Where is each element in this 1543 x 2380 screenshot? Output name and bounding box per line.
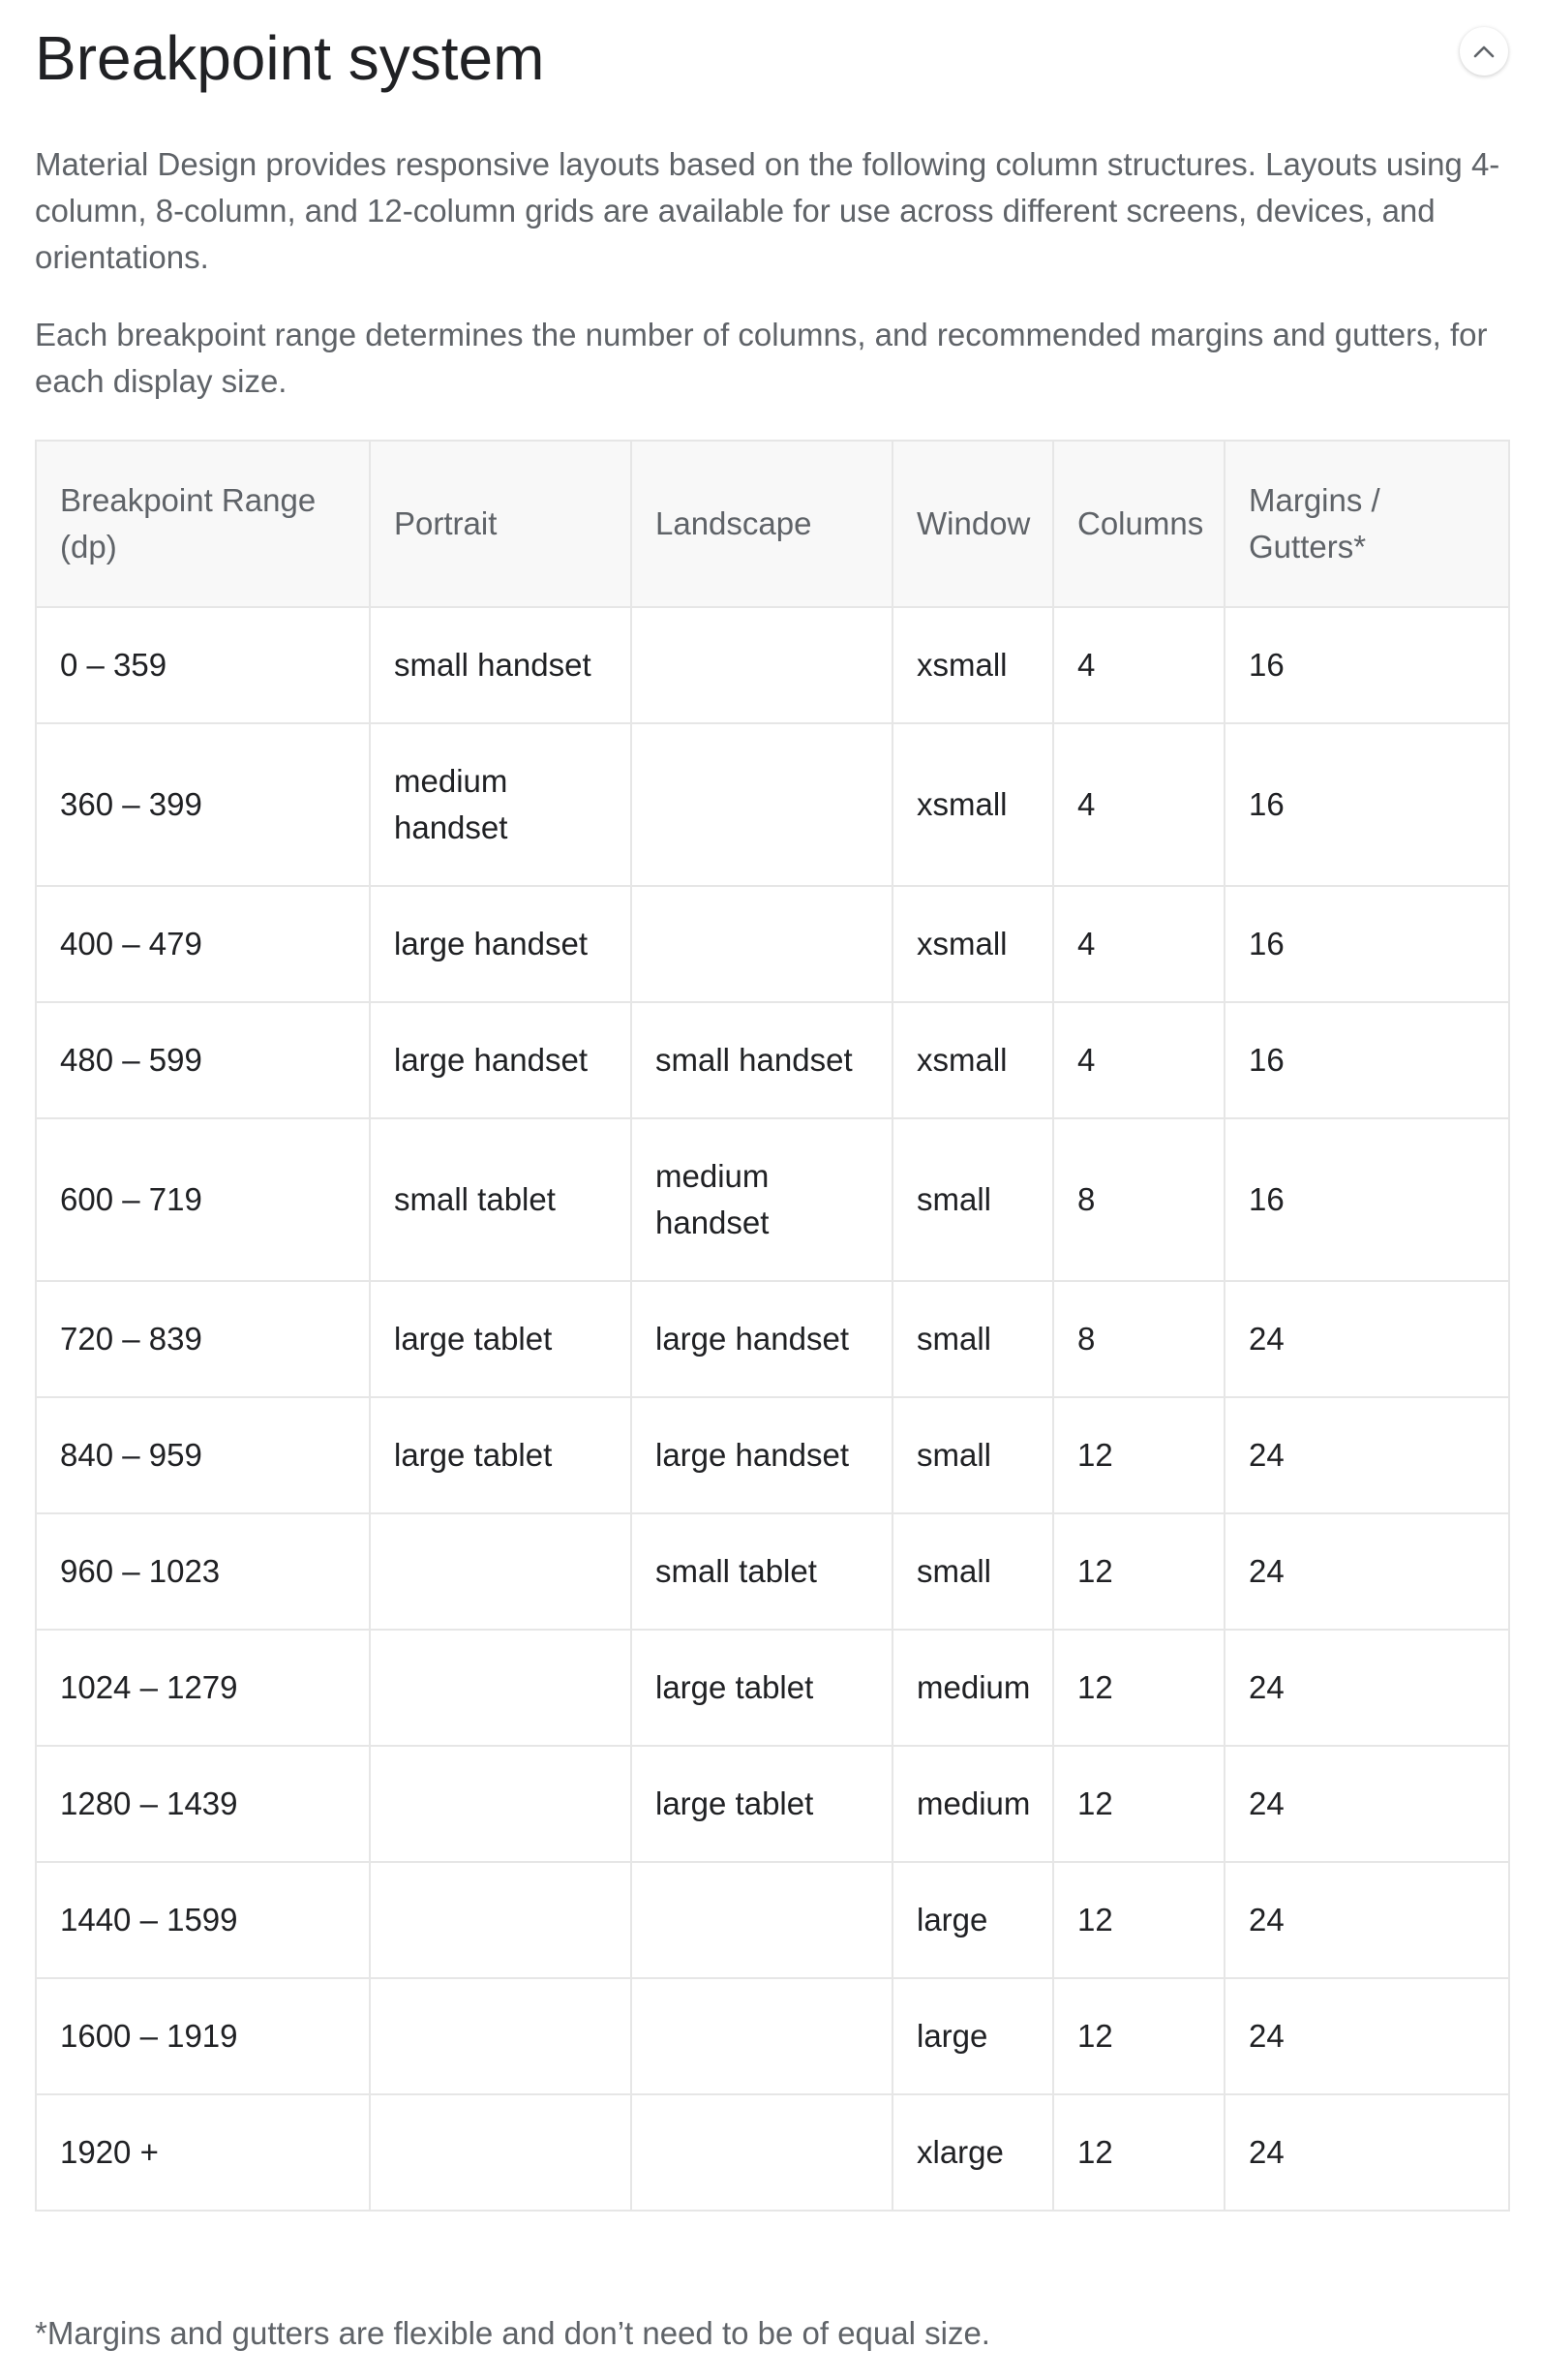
cell-window: medium xyxy=(893,1746,1053,1862)
cell-window: xsmall xyxy=(893,607,1053,723)
cell-window: xsmall xyxy=(893,1002,1053,1118)
table-row xyxy=(36,1397,1509,1513)
table-row xyxy=(36,1513,1509,1630)
cell-range: 600 – 719 xyxy=(36,1118,370,1281)
cell-margins: 16 xyxy=(1225,886,1509,1002)
cell-margins: 24 xyxy=(1225,1281,1509,1397)
cell-columns: 12 xyxy=(1053,1978,1225,2094)
cell-columns: 12 xyxy=(1053,2094,1225,2211)
cell-margins: 16 xyxy=(1225,1002,1509,1118)
cell-window: xlarge xyxy=(893,2094,1053,2211)
cell-columns: 12 xyxy=(1053,1630,1225,1746)
cell-range: 840 – 959 xyxy=(36,1397,370,1513)
cell-landscape: large tablet xyxy=(631,1746,893,1862)
cell-range: 1920 + xyxy=(36,2094,370,2211)
table-row xyxy=(36,2094,1509,2211)
cell-margins: 24 xyxy=(1225,1630,1509,1746)
cell-window: small xyxy=(893,1513,1053,1630)
cell-margins: 16 xyxy=(1225,607,1509,723)
collapse-button[interactable] xyxy=(1460,27,1508,76)
table-row xyxy=(36,886,1509,1002)
cell-portrait: large handset xyxy=(370,1002,631,1118)
cell-margins: 24 xyxy=(1225,1862,1509,1978)
header-window: Window xyxy=(893,441,1053,607)
table-header xyxy=(36,441,1509,607)
cell-portrait: small handset xyxy=(370,607,631,723)
cell-margins: 24 xyxy=(1225,2094,1509,2211)
cell-portrait xyxy=(370,2094,631,2211)
cell-landscape xyxy=(631,1862,893,1978)
cell-portrait xyxy=(370,1630,631,1746)
table-row xyxy=(36,1862,1509,1978)
cell-window: small xyxy=(893,1118,1053,1281)
cell-portrait: large tablet xyxy=(370,1281,631,1397)
table-row xyxy=(36,1746,1509,1862)
cell-columns: 8 xyxy=(1053,1118,1225,1281)
chevron-up-icon xyxy=(1473,45,1495,58)
cell-columns: 12 xyxy=(1053,1397,1225,1513)
cell-columns: 12 xyxy=(1053,1746,1225,1862)
cell-portrait xyxy=(370,1746,631,1862)
header-margins-gutters: Margins / Gutters* xyxy=(1225,441,1509,607)
cell-margins: 16 xyxy=(1225,723,1509,886)
breakpoint-table xyxy=(35,440,1510,2212)
table-header-row xyxy=(36,441,1509,607)
cell-columns: 12 xyxy=(1053,1513,1225,1630)
cell-range: 960 – 1023 xyxy=(36,1513,370,1630)
cell-landscape xyxy=(631,723,893,886)
cell-landscape xyxy=(631,2094,893,2211)
cell-portrait xyxy=(370,1978,631,2094)
header-landscape: Landscape xyxy=(631,441,893,607)
cell-landscape xyxy=(631,886,893,1002)
cell-window: xsmall xyxy=(893,723,1053,886)
cell-landscape: small tablet xyxy=(631,1513,893,1630)
cell-margins: 24 xyxy=(1225,1513,1509,1630)
cell-columns: 4 xyxy=(1053,1002,1225,1118)
cell-margins: 24 xyxy=(1225,1978,1509,2094)
table-row xyxy=(36,723,1509,886)
cell-landscape xyxy=(631,1978,893,2094)
cell-landscape: large handset xyxy=(631,1397,893,1513)
cell-window: small xyxy=(893,1397,1053,1513)
cell-range: 480 – 599 xyxy=(36,1002,370,1118)
table-row xyxy=(36,607,1509,723)
cell-range: 720 – 839 xyxy=(36,1281,370,1397)
footnote: *Margins and gutters are flexible and don’t need to be of equal size. xyxy=(35,2315,990,2351)
cell-margins: 24 xyxy=(1225,1746,1509,1862)
cell-window: xsmall xyxy=(893,886,1053,1002)
cell-landscape: medium handset xyxy=(631,1118,893,1281)
table-row xyxy=(36,1002,1509,1118)
cell-portrait xyxy=(370,1862,631,1978)
cell-landscape xyxy=(631,607,893,723)
cell-window: medium xyxy=(893,1630,1053,1746)
cell-columns: 4 xyxy=(1053,723,1225,886)
table-row xyxy=(36,1281,1509,1397)
intro-paragraph-1: Material Design provides responsive layouts based on the following column structures. Layouts using 4-column, 8-column, and 12-column grids are available for use across different screens, devices, and orientations. xyxy=(35,146,1500,275)
cell-margins: 24 xyxy=(1225,1397,1509,1513)
cell-portrait xyxy=(370,1513,631,1630)
section-header xyxy=(35,0,1508,122)
cell-window: large xyxy=(893,1978,1053,2094)
cell-window: small xyxy=(893,1281,1053,1397)
breakpoint-section xyxy=(35,0,1508,2212)
cell-portrait: large tablet xyxy=(370,1397,631,1513)
cell-columns: 8 xyxy=(1053,1281,1225,1397)
cell-range: 1440 – 1599 xyxy=(36,1862,370,1978)
section-title: Breakpoint system xyxy=(35,23,545,93)
table-body xyxy=(36,607,1509,2211)
intro-paragraph-2: Each breakpoint range determines the number of columns, and recommended margins and gutters, for each display size. xyxy=(35,317,1488,399)
table-row xyxy=(36,1978,1509,2094)
cell-landscape: large tablet xyxy=(631,1630,893,1746)
cell-portrait: small tablet xyxy=(370,1118,631,1281)
cell-portrait: medium handset xyxy=(370,723,631,886)
table-row xyxy=(36,1630,1509,1746)
cell-range: 1024 – 1279 xyxy=(36,1630,370,1746)
cell-range: 0 – 359 xyxy=(36,607,370,723)
cell-columns: 4 xyxy=(1053,607,1225,723)
cell-landscape: large handset xyxy=(631,1281,893,1397)
header-columns: Columns xyxy=(1053,441,1225,607)
cell-columns: 4 xyxy=(1053,886,1225,1002)
cell-window: large xyxy=(893,1862,1053,1978)
cell-range: 1280 – 1439 xyxy=(36,1746,370,1862)
cell-range: 360 – 399 xyxy=(36,723,370,886)
table-row xyxy=(36,1118,1509,1281)
cell-columns: 12 xyxy=(1053,1862,1225,1978)
header-portrait: Portrait xyxy=(370,441,631,607)
cell-range: 1600 – 1919 xyxy=(36,1978,370,2094)
cell-portrait: large handset xyxy=(370,886,631,1002)
cell-range: 400 – 479 xyxy=(36,886,370,1002)
header-breakpoint-range: Breakpoint Range (dp) xyxy=(36,441,370,607)
cell-landscape: small handset xyxy=(631,1002,893,1118)
cell-margins: 16 xyxy=(1225,1118,1509,1281)
